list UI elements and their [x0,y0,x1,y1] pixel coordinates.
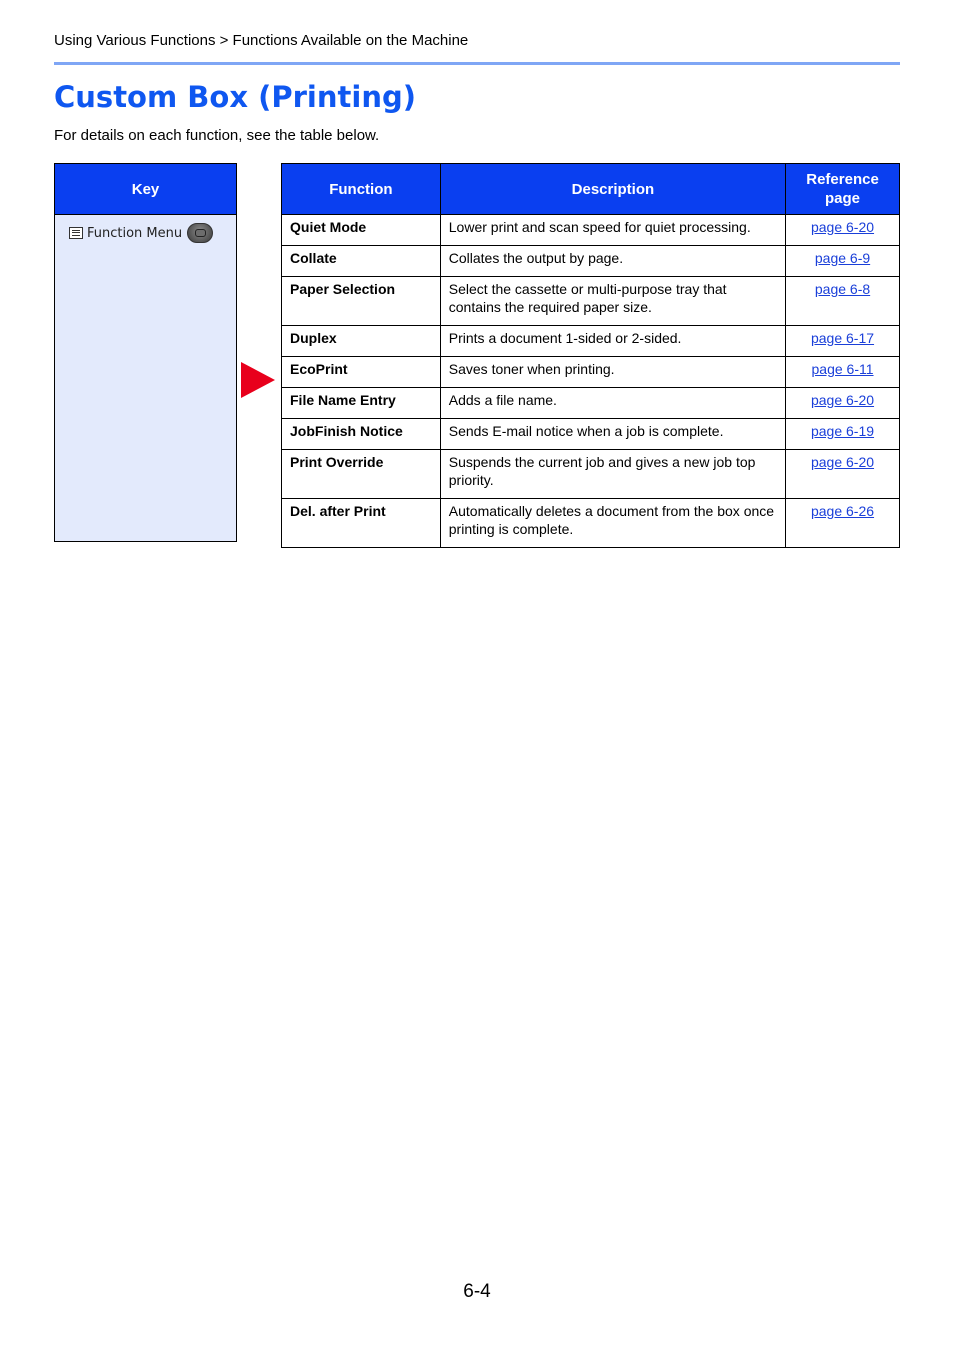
page-number: 6-4 [463,1281,491,1302]
reference-cell [786,388,900,419]
function-cell: Duplex [282,326,441,357]
table-row [282,499,900,548]
reference-link[interactable]: page 6-9 [814,250,871,266]
reference-link[interactable]: page 6-17 [810,330,875,346]
menu-list-icon [69,227,83,239]
function-menu-key-icon [187,223,213,243]
intro-text: For details on each function, see the table below. [54,127,380,144]
function-menu-label: Function Menu [87,225,183,241]
column-header-function: Function [282,164,441,215]
table-row [282,277,900,326]
page-title: Custom Box (Printing) [54,80,416,114]
table-row [282,326,900,357]
reference-link[interactable]: page 6-11 [811,361,874,377]
reference-link[interactable]: page 6-20 [810,454,875,470]
reference-cell [786,246,900,277]
reference-cell [786,419,900,450]
reference-cell [786,277,900,326]
function-cell: Quiet Mode [282,215,441,246]
description-cell: Collates the output by page. [440,246,785,277]
function-cell: File Name Entry [282,388,441,419]
description-cell: Sends E-mail notice when a job is complete. [440,419,785,450]
reference-cell [786,499,900,548]
column-header-description: Description [440,164,785,215]
key-panel [54,163,237,542]
description-cell: Suspends the current job and gives a new job top priority. [440,450,785,499]
reference-cell [786,450,900,499]
description-cell: Prints a document 1-sided or 2-sided. [440,326,785,357]
reference-cell [786,357,900,388]
description-cell: Saves toner when printing. [440,357,785,388]
reference-link[interactable]: page 6-26 [810,503,875,519]
function-cell: Del. after Print [282,499,441,548]
reference-link[interactable]: page 6-20 [810,219,875,235]
table-row [282,388,900,419]
table-row [282,246,900,277]
key-function-menu [55,215,236,243]
arrow-right-icon [241,362,275,398]
function-cell: Print Override [282,450,441,499]
reference-cell [786,215,900,246]
function-table [281,163,900,548]
key-header: Key [55,164,236,215]
breadcrumb: Using Various Functions > Functions Available on the Machine [54,32,469,49]
function-cell: Collate [282,246,441,277]
header-rule [54,62,900,65]
table-row [282,357,900,388]
column-header-reference: Reference page [786,164,900,215]
table-row [282,215,900,246]
reference-link[interactable]: page 6-8 [814,281,871,297]
reference-link[interactable]: page 6-20 [810,392,875,408]
table-row [282,450,900,499]
description-cell: Select the cassette or multi-purpose tray that contains the required paper size. [440,277,785,326]
table-row [282,419,900,450]
description-cell: Adds a file name. [440,388,785,419]
function-cell: EcoPrint [282,357,441,388]
function-cell: JobFinish Notice [282,419,441,450]
reference-cell [786,326,900,357]
function-cell: Paper Selection [282,277,441,326]
description-cell: Automatically deletes a document from the box once printing is complete. [440,499,785,548]
reference-link[interactable]: page 6-19 [810,423,875,439]
description-cell: Lower print and scan speed for quiet processing. [440,215,785,246]
